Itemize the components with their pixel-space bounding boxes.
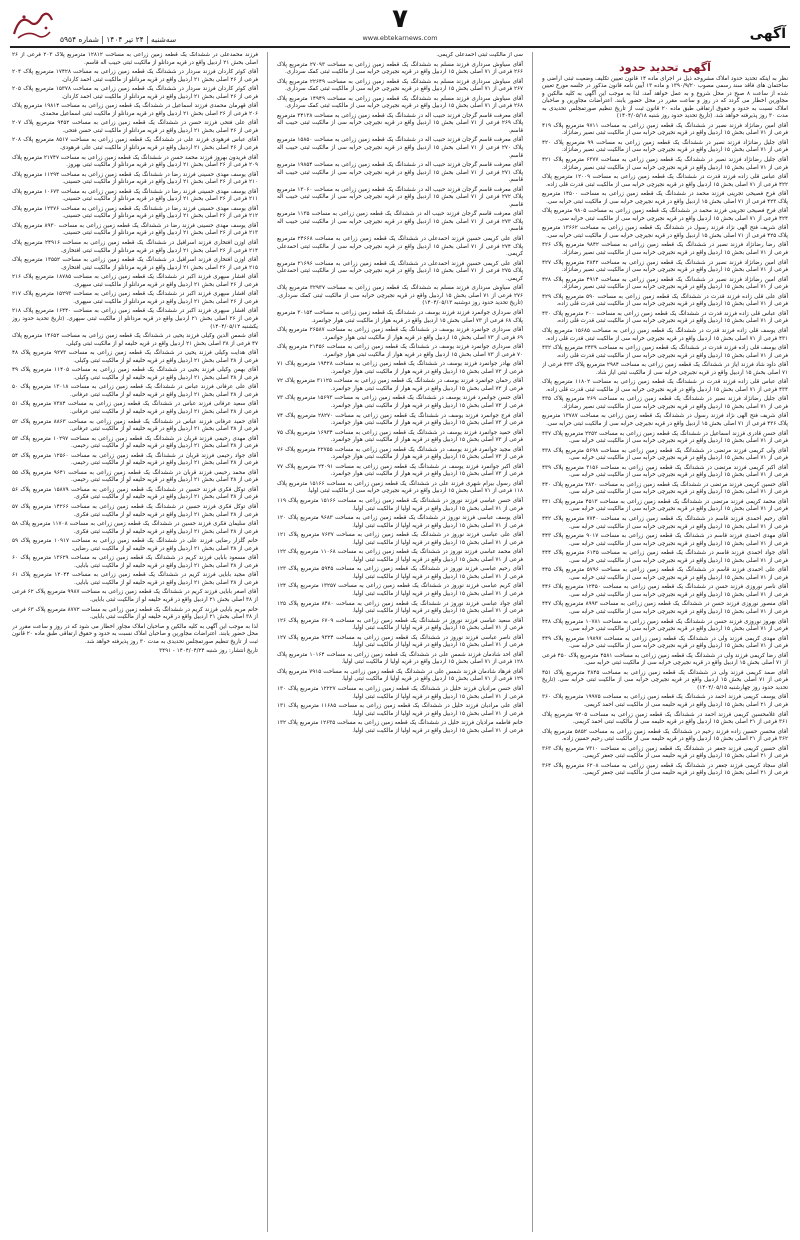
notice-entry: آقای بهمن وکیلی فرزند یحیی در ششدانگ یک قطعه زمین زراعی به مساحت ۱۱۴۰۵ مترمربع پلاک ۴۹ فرعی از ۳۸ اصلی بخش ۲۱ اردبیل واقع در قریه خلیفه لو از مالکیت ثبتی وکیلی. (12, 367, 258, 381)
notice-entry: آقای رحیم احمدی فرزند قاسم در ششدانگ یک قطعه زمین زراعی به مساحت ۷۷۴۰ مترمربع پلاک ۴۴۲ فرعی از ۷۱ اصلی بخش ۱۵ اردبیل واقع در قریه نجیرچی خرابه سی از مالکیت ثبتی خرابه سی. (542, 515, 788, 530)
notice-entry: آقای افشار سپهری فرزند اکبر در ششدانگ یک قطعه زمین زراعی به مساحت ۱۵۲۹۳ مترمربع پلاک ۲۱۷ فرعی از ۲۶ اصلی بخش ۲۱ اردبیل واقع در قریه مردانلو از مالکیت ثبتی سپهری. (12, 291, 258, 305)
notice-entry: آقای یوسف قلی زاده فرزند قدرت در ششدانگ یک قطعه زمین زراعی به مساحت ۲۴۳۹ مترمربع پلاک ۴۳۲ فرعی از ۷۱ اصلی بخش ۱۵ اردبیل واقع در قریه نجیرچی خرابه سی از مالکیت ثبتی قدرت قلی زاده. (542, 345, 788, 359)
notice-entry: آقای امین رضانژاد فرزند نصیر در ششدانگ یک قطعه زمین زراعی به مساحت ۲۸۴۲ مترمربع پلاک ۴۲۷ فرعی از ۷۱ اصلی بخش ۱۵ اردبیل واقع در قریه نجیرچی خرابه سی از مالکیت ثبتی نصیر رضانژاد. (542, 259, 788, 274)
notice-entry: آقای مجید جوانمرد فرزند یوسف در ششدانگ یک قطعه زمین زراعی به مساحت ۲۲۷۵۵ مترمربع پلاک ۷۶ فرعی از ۷۳ اصلی بخش ۱۵ اردبیل واقع در قریه هوار از مالکیت ثبتی هوار جوانمرد. (277, 446, 523, 461)
notice-entry: آقای داود شاد فرزند ایاز در ششدانگ یک قطعه زمین زراعی به مساحت ۲۹۸۴ مترمربع پلاک ۴۳۳ فرعی از ۷۱ اصلی بخش ۱۵ اردبیل واقع در قریه نجیرچی خرابه سی از مالکیت ثبتی ایاز شاد. (542, 362, 788, 376)
notice-entry: آقای کوثر کاردان فرزند سردار در ششدانگ یک قطعه زمین زراعی به مساحت ۱۷۴۲۸ مترمربع پلاک ۲۰۴ فرعی از ۲۶ اصلی بخش ۲۱ اردبیل واقع در قریه مردانلو از مالکیت ثبتی احمد کاردان. (12, 69, 258, 83)
notice-entry: آقای یوسف کریمی فرزند احمد در ششدانگ یک قطعه زمین زراعی به مساحت ۱۹۹۷۵ مترمربع پلاک ۳۶۰ فرعی از ۲۱ اصلی بخش ۱۵ اردبیل واقع در قریه حلیمه سی از مالکیت ثبتی احمد کریمی. (542, 694, 788, 709)
notice-entry: آقای معرفت قاسم گرجان فرزند حبیب اله در ششدانگ یک قطعه زمین زراعی به مساحت ۱۱۳۵ مترمربع پلاک ۲۷۳ فرعی از ۷۱ اصلی بخش ۱۵ اردبیل واقع در قریه نجیرچی خرابه سی از مالکیت ثبتی حبیب اله قاسم. (277, 211, 523, 233)
notice-entry: آقای کوثر کاردان فرزند سردار در ششدانگ یک قطعه زمین زراعی به مساحت ۱۵۳۷۸ مترمربع پلاک ۲۰۵ فرعی از ۲۶ اصلی بخش ۲۱ اردبیل واقع در قریه مردانلو از مالکیت ثبتی احمد کاردان. (12, 86, 258, 100)
notice-entry: آقای شریف فتح الهی نژاد فرزند رسول در ششدانگ یک قطعه زمین زراعی به مساحت ۱۳۶۶۲ مترمربع پلاک ۴۲۵ فرعی از ۷۱ اصلی بخش ۱۵ اردبیل واقع در قریه نجیرچی خرابه سی از مالکیت ثبتی خرابه سی. (542, 225, 788, 239)
notice-entry: آقای رحیم عباسی فرزند نوروز در ششدانگ یک قطعه زمین زراعی به مساحت ۵۹۴۵ مترمربع پلاک ۱۲۳ فرعی از ۷۱ اصلی بخش ۱۵ اردبیل واقع در قریه اولیا از مالکیت ثبتی اولیا. (277, 566, 523, 580)
column-middle (277, 52, 523, 1232)
notice-entry: آقای رضا رضانژاد فرزند نصیر در ششدانگ یک قطعه زمین زراعی به مساحت ۹۸۴۲ مترمربع پلاک ۴۲۶ فرعی از ۷۱ اصلی بخش ۱۵ اردبیل واقع در قریه نجیرچی خرابه سی از مالکیت ثبتی نصیر رضانژاد. (542, 242, 788, 257)
notice-entry: آقای علی احمدی فرزند قاسم در ششدانگ یک قطعه زمین زراعی به مساحت ۵۷۹۶ مترمربع پلاک ۴۴۵ فرعی از ۷۱ اصلی بخش ۱۵ اردبیل واقع در قریه نجیرچی خرابه سی از مالکیت ثبتی خرابه سی. (542, 567, 788, 581)
notice-entry: آقای اکبر جوانمرد فرزند یوسف در ششدانگ یک قطعه زمین زراعی به مساحت ۲۴۰۹۱ مترمربع پلاک ۷۷ فرعی از ۷۳ اصلی بخش ۱۵ اردبیل واقع در قریه هوار از مالکیت ثبتی هوار جوانمرد. (277, 463, 523, 478)
notice-entry: آقای جلیل رضانژاد فرزند نصیر در ششدانگ یک قطعه زمین زراعی به مساحت ۲۶۹ مترمربع پلاک ۴۳۵ فرعی از ۷۱ اصلی بخش ۱۵ اردبیل واقع در قریه نجیرچی خرابه سی از مالکیت ثبتی نصیر رضانژاد. (542, 396, 788, 410)
notice-entry: آقای علی عباسی فرزند نوروز در ششدانگ یک قطعه زمین زراعی به مساحت ۷۶۳۷ مترمربع پلاک ۱۲۱ فرعی از ۷۱ اصلی بخش ۱۵ اردبیل واقع در قریه اولیا از مالکیت ثبتی اولیا. (277, 532, 523, 546)
notice-entry: آقای شریف فتح الهی نژاد فرزند رسول در ششدانگ یک قطعه زمین زراعی به مساحت ۱۳۷۸۷ مترمربع پلاک ۴۳۶ فرعی از ۷۱ اصلی بخش ۱۵ اردبیل واقع در قریه نجیرچی خرابه سی از مالکیت ثبتی خرابه سی. (542, 413, 788, 427)
notice-entry: آقای امین رضانژاد فرزند نصیر در ششدانگ یک قطعه زمین زراعی به مساحت ۹۷۱۱ مترمربع پلاک ۴۱۹ فرعی از ۷۱ اصلی بخش ۱۵ اردبیل واقع در قریه نجیرچی خرابه سی از مالکیت ثبتی نصیر رضانژاد. (542, 122, 788, 137)
notice-entry: آقای علی مرادیان فرزند خلیل در ششدانگ یک قطعه زمین زراعی به مساحت ۱۱۶۸۵ مترمربع پلاک ۱۳۱ فرعی از ۷۱ اصلی بخش ۱۵ اردبیل واقع در قریه اولیا از مالکیت ثبتی اولیا. (277, 703, 523, 717)
notice-entry: آقای امین رضانژاد فرزند نصیر در ششدانگ یک قطعه زمین زراعی به مساحت ۴۹۱۴ مترمربع پلاک ۴۲۸ فرعی از ۷۱ اصلی بخش ۱۵ اردبیل واقع در قریه نجیرچی خرابه سی از مالکیت ثبتی نصیر رضانژاد. (542, 276, 788, 291)
notice-entry: آقای سجاد کریمی فرزند جعفر در ششدانگ یک قطعه زمین زراعی به مساحت ۶۲۰۸ مترمربع پلاک ۳۶۴ فرعی از ۲۱ اصلی بخش ۱۵ اردبیل واقع در قریه حلیمه سی از مالکیت ثبتی جعفر کریمی. (542, 762, 788, 777)
header-divider (10, 46, 790, 48)
notice-entry: آقای سیاوش سرداری فرزند مسلم به ششدانگ یک قطعه زمین زراعی به مساحت ۲۷۰۹۳ مترمربع پلاک ۲۶۶ فرعی از ۷۱ اصلی بخش ۱۵ اردبیل واقع در قریه نجیرچی خرابه سی از مالکیت ثبتی کمک سرداری. (277, 61, 523, 76)
notice-entry: آقای اکبر کریمی فرزند مرتضی در ششدانگ یک قطعه زمین زراعی به مساحت ۳۱۵۶ مترمربع پلاک ۴۳۹ فرعی از ۷۱ اصلی بخش ۱۵ اردبیل واقع در قریه نجیرچی خرابه سی از مالکیت ثبتی خرابه سی. (542, 464, 788, 479)
notice-entry: آقای غلامحسین کریمی فرزند احمد در ششدانگ یک قطعه زمین زراعی به مساحت ۹۲۰۵ مترمربع پلاک ۳۶۱ فرعی از ۲۱ اصلی بخش ۱۵ اردبیل واقع در قریه حلیمه سی از مالکیت ثبتی احمد کریمی. (542, 711, 788, 726)
notice-entry: آقای افشار سپهری فرزند اکبر در ششدانگ یک قطعه زمین زراعی به مساحت ۱۶۴۴۰ مترمربع پلاک ۲۱۸ فرعی از ۲۶ اصلی بخش ۲۱ اردبیل واقع در قریه مردانلو از مالکیت ثبتی سپهری. (تاریخ تحدید حدود روز یکشنبه ۱۴۰۴/۰۵/۱۲) (12, 308, 258, 330)
notice-entry: آقای حمید جوانمرد فرزند یوسف در ششدانگ یک قطعه زمین زراعی به مساحت ۱۶۹۳۴ مترمربع پلاک ۷۵ فرعی از ۷۳ اصلی بخش ۱۵ اردبیل واقع در قریه هوار از مالکیت ثبتی هوار جوانمرد. (277, 429, 523, 444)
notice-entry: آقای مهدی رحیمی فرزند قربان در ششدانگ یک قطعه زمین زراعی به مساحت ۱۰۲۹۷ مترمربع پلاک ۵۳ فرعی از ۳۸ اصلی بخش ۲۱ اردبیل واقع در قریه خلیفه لو از مالکیت ثبتی رحیمی. (12, 435, 258, 450)
notice-entry: تاریخ انتشار: روز شنبه ۱۴۰۴/۰۴/۲۴ - ۳۴۹۱ (159, 648, 258, 655)
notice-entry: آقای افشار سپهری فرزند اکبر در ششدانگ یک قطعه زمین زراعی به مساحت ۱۸۷۸۵ مترمربع پلاک ۲۱۶ فرعی از ۲۶ اصلی بخش ۲۱ اردبیل واقع در قریه مردانلو از مالکیت ثبتی سپهری. (12, 274, 258, 288)
notice-entry: آقای علی کریمی حسین فرزند احمدعلی در ششدانگ یک قطعه زمین زراعی به مساحت ۲۱۶۹۶ مترمربع پلاک ۲۷۵ فرعی از ۷۱ اصلی بخش ۱۵ اردبیل واقع در قریه نجیرچی خرابه سی از مالکیت ثبتی احمدعلی کریمی. (277, 260, 523, 282)
notice-entry: آقای علی عرفانی فرزند عباس در ششدانگ یک قطعه زمین زراعی به مساحت ۱۳۰۱۸ مترمربع پلاک ۵۰ فرعی از ۳۸ اصلی بخش ۲۱ اردبیل واقع در قریه خلیفه لو از مالکیت ثبتی عرفانی. (12, 384, 258, 398)
notice-entry: آقای معرفت قاسم گرجان فرزند حبیب اله در ششدانگ یک قطعه زمین زراعی به مساحت ۱۳۰۶۰ مترمربع پلاک ۲۷۲ فرعی از ۷۱ اصلی بخش ۱۵ اردبیل واقع در قریه نجیرچی خرابه سی از مالکیت ثبتی حبیب اله قاسم. (277, 186, 523, 208)
notice-entry: آقای مجید بابایی فرزند کریم در ششدانگ یک قطعه زمین زراعی به مساحت ۱۲۰۴۴ مترمربع پلاک ۶۱ فرعی از ۳۸ اصلی بخش ۲۱ اردبیل واقع در قریه خلیفه لو از مالکیت ثبتی بابایی. (12, 572, 258, 586)
notice-entry: آقای محسن حسین زاده فرزند رحیم در ششدانگ یک قطعه زمین زراعی به مساحت ۵۸۵۲ مترمربع پلاک ۳۶۲ فرعی از ۲۱ اصلی بخش ۱۵ اردبیل واقع در قریه حلیمه سی از مالکیت ثبتی رحیم حسین زاده. (542, 728, 788, 743)
page-header (0, 0, 800, 56)
notice-entry: آقای محمد کریمی فرزند مرتضی در ششدانگ یک قطعه زمین زراعی به مساحت ۴۵۱۳ مترمربع پلاک ۴۴۱ فرعی از ۷۱ اصلی بخش ۱۵ اردبیل واقع در قریه نجیرچی خرابه سی از مالکیت ثبتی خرابه سی. (542, 498, 788, 513)
notice-entry: فرزند محمدعلی در ششدانگ یک قطعه زمین زراعی به مساحت ۱۲۸۱۲ مترمربع پلاک ۲۰۳ فرعی از ۲۶ اصلی بخش ۲۱ اردبیل واقع در قریه مردانلو از مالکیت ثبتی حبیب اله قاسم. (12, 52, 258, 66)
site-url[interactable]: www.ebtekarnews.com (362, 34, 438, 42)
column-right (542, 52, 788, 1232)
notice-entry: آقای فرخ فصیحی تجرینی فرزند محمد در ششدانگ یک قطعه زمین زراعی به مساحت ۱۴۵۰۰ مترمربع پلاک ۴۲۳ فرعی از ۷۱ اصلی بخش ۱۵ اردبیل واقع در قریه نجیرچی خرابه سی از مالکیت ثبتی خرابه سی. (542, 191, 788, 205)
notice-entry: آقای مهدی احمدی فرزند قاسم در ششدانگ یک قطعه زمین زراعی به مساحت ۹۰۱۷ مترمربع پلاک ۴۴۳ فرعی از ۷۱ اصلی بخش ۱۵ اردبیل واقع در قریه نجیرچی خرابه سی از مالکیت ثبتی خرابه سی. (542, 533, 788, 547)
notice-entry: آقای سلیمان فکری فرزند حسین در ششدانگ یک قطعه زمین زراعی به مساحت ۱۱۷۰۸ مترمربع پلاک ۵۸ فرعی از ۳۸ اصلی بخش ۲۱ اردبیل واقع در قریه خلیفه لو از مالکیت ثبتی فکری. (12, 521, 258, 535)
notice-entry: آقای بهادر جوانمرد فرزند یوسف در ششدانگ یک قطعه زمین زراعی به مساحت ۱۹۴۲۸ مترمربع پلاک ۷۱ فرعی از ۷۳ اصلی بخش ۱۵ اردبیل واقع در قریه هوار از مالکیت ثبتی هوار جوانمرد. (277, 361, 523, 375)
notice-entry: آقای مسعود بابایی فرزند کریم در ششدانگ یک قطعه زمین زراعی به مساحت ۱۳۶۲۹ مترمربع پلاک ۶۰ فرعی از ۳۸ اصلی بخش ۲۱ اردبیل واقع در قریه خلیفه لو از مالکیت ثبتی بابایی. (12, 555, 258, 569)
notice-entry: آقای اوزن افتخاری فرزند اسرافیل در ششدانگ یک قطعه زمین زراعی به مساحت ۲۴۹۱۶ مترمربع پلاک ۲۱۴ فرعی از ۲۶ اصلی بخش ۲۱ اردبیل واقع در قریه مردانلو از مالکیت ثبتی افتخاری. (12, 240, 258, 254)
notice-entry: آقای منصور نوروزی فرزند حسن در ششدانگ یک قطعه زمین زراعی به مساحت ۸۹۹۳ مترمربع پلاک ۴۴۷ فرعی از ۷۱ اصلی بخش ۱۵ اردبیل واقع در قریه نجیرچی خرابه سی از مالکیت ثبتی خرابه سی. (542, 601, 788, 615)
notice-entry: آقای معرفت قاسم گرجان فرزند حبیب اله در ششدانگ یک قطعه زمین زراعی به مساحت ۱۹۸۵۴ مترمربع پلاک ۲۷۱ فرعی از ۷۱ اصلی بخش ۱۵ اردبیل واقع در قریه نجیرچی خرابه سی از مالکیت ثبتی حبیب اله قاسم. (277, 162, 523, 184)
notice-entry: آقای عباس قلی زاده فرزند قدرت در ششدانگ یک قطعه زمین زراعی به مساحت ۱۲۰۰۹ مترمربع پلاک ۴۲۲ فرعی از ۷۱ اصلی بخش ۱۵ اردبیل واقع در قریه نجیرچی خرابه سی از مالکیت ثبتی قدرت قلی زاده. (542, 174, 788, 188)
newspaper-logo-icon (10, 8, 56, 42)
notice-entry: آقای عباس قلی زاده فرزند قدرت در ششدانگ یک قطعه زمین زراعی به مساحت ۱۱۸۰۲ مترمربع پلاک ۴۳۴ فرعی از ۷۱ اصلی بخش ۱۵ اردبیل واقع در قریه نجیرچی خرابه سی از مالکیت ثبتی قدرت قلی زاده. (542, 379, 788, 393)
notice-entry: آقای یوسف مهدی حسینی فرزند رضا در ششدانگ یک قطعه زمین زراعی به مساحت ۱۱۲۹۴ مترمربع پلاک ۲۱۰ فرعی از ۲۶ اصلی بخش ۲۱ اردبیل واقع در قریه مردانلو از مالکیت ثبتی حسینی. (12, 171, 258, 186)
notice-intro: نظر به اینکه تحدید حدود املاک مشروحه ذیل در اجرای ماده ۱۴ قانون تعیین تکلیف وضعیت ثبتی اراضی و ساختمان های فاقد سند رسمی مصوب ۱۳۹۰/۹/۲۰ و ماده ۱۳ آیین نامه قانون مذکور در جلسه مورخ تعیین شده از ساعت ۸ صبح در محل شروع و به عمل خواهد آمد، لذا به موجب این آگهی به کلیه مالکین و مجاورین اخطار می گردد که در روز و ساعت مقرر در محل حضور یابند. اعتراضات مجاورین و صاحبان املاک نسبت به حدود و حقوق ارتفاقی طبق ماده ۲۰ قانون ثبت از تاریخ تنظیم صورتمجلس تحدیدی به مدت ۳۰ روز پذیرفته خواهد شد. (تاریخ تحدید حدود روز شنبه ۱۴۰۴/۰۵/۱۸) (542, 75, 788, 120)
notice-entry: سی از مالکیت ثبتی احمدعلی کریمی. (436, 52, 523, 58)
notice-entry: آقای یوسف مهدی حسینی فرزند رضا در ششدانگ یک قطعه زمین زراعی به مساحت ۱۲۳۷۶ مترمربع پلاک ۲۱۲ فرعی از ۲۶ اصلی بخش ۲۱ اردبیل واقع در قریه مردانلو از مالکیت ثبتی حسینی. (12, 205, 258, 220)
notice-entry: آقای اوزن افتخاری فرزند اسرافیل در ششدانگ یک قطعه زمین زراعی به مساحت ۱۳۵۵۲ مترمربع پلاک ۲۱۵ فرعی از ۲۶ اصلی بخش ۲۱ اردبیل واقع در قریه مردانلو از مالکیت ثبتی افتخاری. (12, 257, 258, 271)
notice-entry: خانم گلزار رضایی فرزند علی در ششدانگ یک قطعه زمین زراعی به مساحت ۱۰۹۱۷ مترمربع پلاک ۵۹ فرعی از ۳۸ اصلی بخش ۲۱ اردبیل واقع در قریه خلیفه لو از مالکیت ثبتی رضایی. (12, 538, 258, 552)
notice-entry: آقای فرخ فصیحی تجرینی فرزند محمد در ششدانگ یک قطعه زمین زراعی به مساحت ۹۸۰۵ مترمربع پلاک ۴۲۴ فرعی از ۷۱ اصلی بخش ۱۵ اردبیل واقع در قریه نجیرچی خرابه سی از مالکیت ثبتی خرابه سی. (542, 208, 788, 222)
notice-entry: آقای علی قلی زاده فرزند قدرت در ششدانگ یک قطعه زمین زراعی به مساحت ۵۹۰ مترمربع پلاک ۴۲۹ فرعی از ۷۱ اصلی بخش ۱۵ اردبیل واقع در قریه نجیرچی خرابه سی از مالکیت ثبتی قدرت قلی زاده. (542, 293, 788, 308)
notice-entry: خانم فاطمه مرادیان فرزند خلیل در ششدانگ یک قطعه زمین زراعی به مساحت ۱۲۶۳۵ مترمربع پلاک ۱۳۲ فرعی از ۷۱ اصلی بخش ۱۵ اردبیل واقع در قریه اولیا از مالکیت ثبتی اولیا. (277, 720, 523, 734)
notice-entry: آقای ناصر عباسی فرزند نوروز در ششدانگ یک قطعه زمین زراعی به مساحت ۹۳۲۴ مترمربع پلاک ۱۲۷ فرعی از ۷۱ اصلی بخش ۱۵ اردبیل واقع در قریه اولیا از مالکیت ثبتی اولیا. (277, 634, 523, 649)
notice-entry: آقای هدایت وکیلی فرزند یحیی در ششدانگ یک قطعه زمین زراعی به مساحت ۹۲۷۳ مترمربع پلاک ۴۸ فرعی از ۳۸ اصلی بخش ۲۱ اردبیل واقع در قریه خلیفه لو از مالکیت ثبتی وکیلی. (12, 350, 258, 364)
notice-entry: آقای یوسف عباسی فرزند نوروز در ششدانگ یک قطعه زمین زراعی به مساحت ۹۶۸۳ مترمربع پلاک ۱۲۰ فرعی از ۷۱ اصلی بخش ۱۵ اردبیل واقع در قریه اولیا از مالکیت ثبتی اولیا. (277, 515, 523, 529)
notice-entry: آقای محمد عباسی فرزند نوروز در ششدانگ یک قطعه زمین زراعی به مساحت ۱۱۰۶۸ مترمربع پلاک ۱۲۲ فرعی از ۷۱ اصلی بخش ۱۵ اردبیل واقع در قریه اولیا از مالکیت ثبتی اولیا. (277, 549, 523, 563)
notice-entry: آقای توکل فکری فرزند حسین در ششدانگ یک قطعه زمین زراعی به مساحت ۱۴۲۶۶ مترمربع پلاک ۵۷ فرعی از ۳۸ اصلی بخش ۲۱ اردبیل واقع در قریه خلیفه لو از مالکیت ثبتی فکری. (12, 503, 258, 518)
notice-entry: آقای سعید عرفانی فرزند عباس در ششدانگ یک قطعه زمین زراعی به مساحت ۷۳۸۴ مترمربع پلاک ۵۱ فرعی از ۳۸ اصلی بخش ۲۱ اردبیل واقع در قریه خلیفه لو از مالکیت ثبتی عرفانی. (12, 401, 258, 415)
notice-entry: آقای سرداری جوانمرد فرزند یوسف در ششدانگ یک قطعه زمین زراعی به مساحت ۲۱۴۵۶ مترمربع پلاک ۷۰ فرعی از ۷۳ اصلی بخش ۱۵ اردبیل واقع در قریه هوار از مالکیت ثبتی هوار جوانمرد. (277, 344, 523, 358)
notice-entry: آقای حمید عرفانی فرزند عباس در ششدانگ یک قطعه زمین زراعی به مساحت ۸۸۶۳ مترمربع پلاک ۵۲ فرعی از ۳۸ اصلی بخش ۲۱ اردبیل واقع در قریه خلیفه لو از مالکیت ثبتی عرفانی. (12, 418, 258, 433)
notice-entry: آقای عباس فرهودی فرزند علی در ششدانگ یک قطعه زمین زراعی به مساحت ۸۵۱۷ مترمربع پلاک ۲۰۸ فرعی از ۲۶ اصلی بخش ۲۱ اردبیل واقع در قریه مردانلو از مالکیت ثبتی علی فرهودی. (12, 137, 258, 152)
notice-entry: آقای حسین کریمی فرزند جعفر در ششدانگ یک قطعه زمین زراعی به مساحت ۷۳۱۰ مترمربع پلاک ۳۶۳ فرعی از ۲۱ اصلی بخش ۱۵ اردبیل واقع در قریه حلیمه سی از مالکیت ثبتی جعفر کریمی. (542, 745, 788, 760)
notice-entry: آقای مهدی کریمی فرزند ولی در ششدانگ یک قطعه زمین زراعی به مساحت ۱۹۸۹۷ مترمربع پلاک ۴۴۹ فرعی از ۷۱ اصلی بخش ۱۵ اردبیل واقع در قریه نجیرچی خرابه سی از مالکیت ثبتی خرابه سی. (542, 635, 788, 650)
notice-entry: آقای عباس قلی زاده فرزند قدرت در ششدانگ یک قطعه زمین زراعی به مساحت ۲۰۰ مترمربع پلاک ۴۳۰ فرعی از ۷۱ اصلی بخش ۱۵ اردبیل واقع در قریه نجیرچی خرابه سی از مالکیت ثبتی قدرت قلی زاده. (542, 310, 788, 325)
notice-entry: آقای فرهاد شادمان فرزند شمس علی در ششدانگ یک قطعه زمین زراعی به مساحت ۷۹۱۵ مترمربع پلاک ۱۲۹ فرعی از ۷۱ اصلی بخش ۱۵ اردبیل واقع در قریه اولیا از مالکیت ثبتی اولیا. (277, 668, 523, 683)
notice-entry: آقای شمس الدین وکیلی فرزند یحیی در ششدانگ یک قطعه زمین زراعی به مساحت ۱۴۶۵۲ مترمربع پلاک ۴۷ فرعی از ۳۸ اصلی بخش ۲۱ اردبیل واقع در قریه خلیفه لو از مالکیت ثبتی وکیلی. (12, 333, 258, 347)
notice-entry: آقای علی کریمی حسین فرزند احمدعلی در ششدانگ یک قطعه زمین زراعی به مساحت ۲۴۶۶۸ مترمربع پلاک ۲۷۴ فرعی از ۷۱ اصلی بخش ۱۵ اردبیل واقع در قریه نجیرچی خرابه سی از مالکیت ثبتی احمدعلی کریمی. (277, 236, 523, 258)
notice-title: آگهی تحدید حدود (619, 61, 711, 74)
notice-entry: آقای سرداری جوانمرد فرزند فرزند یوسف در ششدانگ یک قطعه زمین زراعی به مساحت ۳۰۱۵۴ مترمربع پلاک ۶۸ فرعی از ۷۳ اصلی بخش ۱۵ اردبیل واقع در قریه هوار از مالکیت ثبتی هوار جوانمرد. (277, 309, 523, 324)
notice-entry: آقای سیاوش سرداری فرزند مسلم به ششدانگ یک قطعه زمین زراعی به مساحت ۳۲۹۳۷ مترمربع پلاک ۲۷۶ فرعی از ۷۱ اصلی بخش ۱۵ اردبیل واقع در قریه نجیرچی خرابه سی از مالکیت ثبتی کمک سرداری. (تاریخ تحدید حدود روز دوشنبه ۱۴۰۴/۰۵/۱۳) (277, 285, 523, 307)
notice-entry: آقای سرداری جوانمرد فرزند یوسف در ششدانگ یک قطعه زمین زراعی به مساحت ۲۶۵۸۷ مترمربع پلاک ۶۹ فرعی از ۷۳ اصلی بخش ۱۵ اردبیل واقع در قریه هوار از مالکیت ثبتی هوار جوانمرد. (277, 327, 523, 341)
notice-entry: آقای معرفت قاسم گرجان فرزند حبیب اله در ششدانگ یک قطعه زمین زراعی به مساحت ۳۴۱۳۸ مترمربع پلاک ۲۶۹ فرعی از ۷۱ اصلی بخش ۱۵ اردبیل واقع در قریه نجیرچی خرابه سی از مالکیت ثبتی حبیب اله قاسم. (277, 112, 523, 134)
notice-entry: آقای حسن عباسی فرزند نوروز در ششدانگ یک قطعه زمین زراعی به مساحت ۱۵۱۶۶ مترمربع پلاک ۱۱۹ فرعی از ۷۱ اصلی بخش ۱۵ اردبیل واقع در قریه اولیا از مالکیت ثبتی اولیا. (277, 497, 523, 512)
notice-entry: آقای بهروز نوروزی فرزند حسن در ششدانگ یک قطعه زمین زراعی به مساحت ۱۰۷۸۱ مترمربع پلاک ۴۴۸ فرعی از ۷۱ اصلی بخش ۱۵ اردبیل واقع در قریه نجیرچی خرابه سی از مالکیت ثبتی خرابه سی. (542, 618, 788, 633)
notice-entry: آقای سعید عباسی فرزند نوروز در ششدانگ یک قطعه زمین زراعی به مساحت ۶۷۰۹ مترمربع پلاک ۱۲۶ فرعی از ۷۱ اصلی بخش ۱۵ اردبیل واقع در قریه اولیا از مالکیت ثبتی اولیا. (277, 617, 523, 632)
notice-entry: آقای جلیل رضانژاد فرزند نصیر در ششدانگ یک قطعه زمین زراعی به مساحت ۹۹ مترمربع پلاک ۴۲۰ فرعی از ۷۱ اصلی بخش ۱۵ اردبیل واقع در قریه نجیرچی خرابه سی از مالکیت ثبتی نصیر رضانژاد. (542, 139, 788, 154)
notice-entry: آقای رحمان جوانمرد فرزند یوسف در ششدانگ یک قطعه زمین زراعی به مساحت ۳۱۱۲۵ مترمربع پلاک ۷۲ فرعی از ۷۳ اصلی بخش ۱۵ اردبیل واقع در قریه هوار از مالکیت ثبتی هوار جوانمرد. (277, 378, 523, 392)
notice-entry: آقای فرج جوانمرد فرزند یوسف در ششدانگ یک قطعه زمین زراعی به مساحت ۲۸۲۷۰ مترمربع پلاک ۷۴ فرعی از ۷۳ اصلی بخش ۱۵ اردبیل واقع در قریه هوار از مالکیت ثبتی هوار جوانمرد. (277, 412, 523, 427)
notice-entry: آقای کریم عباسی فرزند نوروز در ششدانگ یک قطعه زمین زراعی به مساحت ۱۳۲۵۷ مترمربع پلاک ۱۲۴ فرعی از ۷۱ اصلی بخش ۱۵ اردبیل واقع در قریه اولیا از مالکیت ثبتی اولیا. (277, 583, 523, 597)
page-number: ۷ (392, 4, 408, 34)
notice-entry: آقای جواد رحیمی فرزند قربان در ششدانگ یک قطعه زمین زراعی به مساحت ۱۲۵۶۰ مترمربع پلاک ۵۴ فرعی از ۳۸ اصلی بخش ۲۱ اردبیل واقع در قریه خلیفه لو از مالکیت ثبتی رحیمی. (12, 452, 258, 467)
notice-entry: آقای حسن جوانمرد فرزند یوسف در ششدانگ یک قطعه زمین زراعی به مساحت ۱۵۶۹۳ مترمربع پلاک ۷۳ فرعی از ۷۳ اصلی بخش ۱۵ اردبیل واقع در قریه هوار از مالکیت ثبتی هوار جوانمرد. (277, 395, 523, 409)
notice-entry: آقای یوسف مهدی حسینی فرزند رضا در ششدانگ یک قطعه زمین زراعی به مساحت ۱۰۶۷۳ مترمربع پلاک ۲۱۱ فرعی از ۲۶ اصلی بخش ۲۱ اردبیل واقع در قریه مردانلو از مالکیت ثبتی حسینی. (12, 188, 258, 203)
notice-entry: آقای ناصر نوروزی فرزند حسن در ششدانگ یک قطعه زمین زراعی به مساحت ۱۲۴۵۰ مترمربع پلاک ۴۴۶ فرعی از ۷۱ اصلی بخش ۱۵ اردبیل واقع در قریه نجیرچی خرابه سی از مالکیت ثبتی خرابه سی. (542, 584, 788, 598)
notice-entry: آقای یوسف قلی زاده فرزند قدرت در ششدانگ یک قطعه زمین زراعی به مساحت ۱۵۶۸۵ مترمربع پلاک ۴۳۱ فرعی از ۷۱ اصلی بخش ۱۵ اردبیل واقع در قریه نجیرچی خرابه سی از مالکیت ثبتی قدرت قلی زاده. (542, 327, 788, 342)
notice-entry: آقای توکل فکری فرزند حسین در ششدانگ یک قطعه زمین زراعی به مساحت ۱۵۸۷۹ مترمربع پلاک ۵۶ فرعی از ۳۸ اصلی بخش ۲۱ اردبیل واقع در قریه خلیفه لو از مالکیت ثبتی فکری. (12, 486, 258, 501)
notice-entry: خانم مریم بابایی فرزند کریم در ششدانگ یک قطعه زمین زراعی به مساحت ۸۷۷۲ مترمربع پلاک ۶۳ فرعی از ۳۸ اصلی بخش ۲۱ اردبیل واقع در قریه خلیفه لو از مالکیت ثبتی بابایی. (12, 606, 258, 621)
notice-entry: آقای ولی کریمی فرزند مرتضی در ششدانگ یک قطعه زمین زراعی به مساحت ۵۶۹۸ مترمربع پلاک ۴۳۸ فرعی از ۷۱ اصلی بخش ۱۵ اردبیل واقع در قریه نجیرچی خرابه سی از مالکیت ثبتی خرابه سی. (542, 447, 788, 462)
notice-entry: آقای معرفت قاسم گرجان فرزند حبیب اله در ششدانگ یک قطعه زمین زراعی به مساحت ۱۵۸۵۰ مترمربع پلاک ۲۷۰ فرعی از ۷۱ اصلی بخش ۱۵ اردبیل واقع در قریه نجیرچی خرابه سی از مالکیت ثبتی حبیب اله قاسم. (277, 137, 523, 159)
notice-entry: آقای حسن مرادیان فرزند خلیل در ششدانگ یک قطعه زمین زراعی به مساحت ۱۲۲۲۷ مترمربع پلاک ۱۳۰ فرعی از ۷۱ اصلی بخش ۱۵ اردبیل واقع در قریه اولیا از مالکیت ثبتی اولیا. (277, 686, 523, 700)
notice-entry: آقای صمد کریمی فرزند ولی در ششدانگ یک قطعه زمین زراعی به مساحت ۳۸۴۵ مترمربع پلاک ۴۵۱ فرعی از ۷۱ اصلی بخش ۱۵ اردبیل واقع در قریه نجیرچی خرابه سی از مالکیت ثبتی خرابه سی. (تاریخ تحدید حدود روز چهارشنبه ۱۴۰۴/۰۵/۱۵) (542, 669, 788, 691)
notice-entry: آقای قهرمان محمدی فرزند اسماعیل در ششدانگ یک قطعه زمین زراعی به مساحت ۱۹۸۱۴ مترمربع پلاک ۲۰۶ فرعی از ۲۶ اصلی بخش ۲۱ اردبیل واقع در قریه مردانلو از مالکیت ثبتی اسماعیل محمدی. (12, 103, 258, 117)
notice-entry: آقای سیاوش سرداری فرزند مسلم به ششدانگ یک قطعه زمین زراعی به مساحت ۱۴۹۴۹ مترمربع پلاک ۲۶۸ فرعی از ۷۱ اصلی بخش ۱۵ اردبیل واقع در قریه نجیرچی خرابه سی از مالکیت ثبتی کمک سرداری. (277, 95, 523, 110)
notice-entry: آقای حسین کریمی فرزند مرتضی در ششدانگ یک قطعه زمین زراعی به مساحت ۲۸۲۰ مترمربع پلاک ۴۴۰ فرعی از ۷۱ اصلی بخش ۱۵ اردبیل واقع در قریه نجیرچی خرابه سی از مالکیت ثبتی خرابه سی. (542, 481, 788, 496)
notice-entry: آقای جواد عباسی فرزند نوروز در ششدانگ یک قطعه زمین زراعی به مساحت ۸۴۸۰ مترمربع پلاک ۱۲۵ فرعی از ۷۱ اصلی بخش ۱۵ اردبیل واقع در قریه اولیا از مالکیت ثبتی اولیا. (277, 600, 523, 615)
column-divider (267, 52, 268, 1232)
notice-entry: آقای علی فتحی فرزند حسن در ششدانگ یک قطعه زمین زراعی به مساحت ۹۴۵۲ مترمربع پلاک ۲۰۷ فرعی از ۲۶ اصلی بخش ۲۱ اردبیل واقع در قریه مردانلو از مالکیت ثبتی حسن فتحی. (12, 120, 258, 134)
notice-entry: آقای سیاوش سرداری فرزند مسلم به ششدانگ یک قطعه زمین زراعی به مساحت ۲۲۶۴۹ مترمربع پلاک ۲۶۷ فرعی از ۷۱ اصلی بخش ۱۵ اردبیل واقع در قریه نجیرچی خرابه سی از مالکیت ثبتی کمک سرداری. (277, 78, 523, 93)
notice-entry: لذا به موجب این آگهی به کلیه مالکین و صاحبان املاک مجاور اخطار می شود که در روز و ساعت مقرر در محل حضور یابند. اعتراضات مجاورین و صاحبان املاک نسبت به حدود و حقوق ارتفاقی طبق ماده ۲۰ قانون ثبت از تاریخ تنظیم صورتمجلس تحدیدی به مدت ۳۰ روز پذیرفته خواهد شد. (12, 623, 258, 645)
notice-entry: آقای یوسف مهدی حسینی فرزند رضا در ششدانگ یک قطعه زمین زراعی به مساحت ۸۹۳۰ مترمربع پلاک ۲۱۳ فرعی از ۲۶ اصلی بخش ۲۱ اردبیل واقع در قریه مردانلو از مالکیت ثبتی حسینی. (12, 222, 258, 237)
notice-entry: آقای احد شادمان فرزند شمس علی در ششدانگ یک قطعه زمین زراعی به مساحت ۱۰۱۶۴ مترمربع پلاک ۱۲۸ فرعی از ۷۱ اصلی بخش ۱۵ اردبیل واقع در قریه اولیا از مالکیت ثبتی اولیا. (277, 651, 523, 666)
notice-entry: آقای رسول بیرام شهری فرزند علی در ششدانگ یک قطعه زمین زراعی به مساحت ۱۵۱۶۶ مترمربع پلاک ۱۱۸ فرعی از ۷۱ اصلی بخش ۱۵ اردبیل واقع در قریه نجیرچی خرابه سی از مالکیت ثبتی اولیا. (277, 480, 523, 495)
column-left (12, 52, 258, 1232)
text-columns (12, 52, 788, 1232)
section-title: آگهی (749, 26, 786, 42)
notice-entry: آقای حسن قادری فرزند اسماعیل در ششدانگ یک قطعه زمین زراعی به مساحت ۲۲۵۲ مترمربع پلاک ۴۳۷ فرعی از ۷۱ اصلی بخش ۱۵ اردبیل واقع در قریه نجیرچی خرابه سی از مالکیت ثبتی خرابه سی. (542, 430, 788, 445)
notice-entry: آقای اصغر بابایی فرزند کریم در ششدانگ یک قطعه زمین زراعی به مساحت ۹۹۸۷ مترمربع پلاک ۶۲ فرعی از ۳۸ اصلی بخش ۲۱ اردبیل واقع در قریه خلیفه لو از مالکیت ثبتی بابایی. (12, 589, 258, 603)
column-divider (532, 52, 533, 1232)
notice-entry: آقای جواد احمدی فرزند قاسم در ششدانگ یک قطعه زمین زراعی به مساحت ۶۱۴۵ مترمربع پلاک ۴۴۴ فرعی از ۷۱ اصلی بخش ۱۵ اردبیل واقع در قریه نجیرچی خرابه سی از مالکیت ثبتی خرابه سی. (542, 550, 788, 564)
notice-entry: آقای جلیل رضانژاد فرزند نصیر در ششدانگ یک قطعه زمین زراعی به مساحت ۶۳۷۷ مترمربع پلاک ۴۲۱ فرعی از ۷۱ اصلی بخش ۱۵ اردبیل واقع در قریه نجیرچی خرابه سی از مالکیت ثبتی نصیر رضانژاد. (542, 157, 788, 171)
notice-entry: آقای فریدون بهروز فرزند محمد حسن در ششدانگ یک قطعه زمین زراعی به مساحت ۲۱۷۴۷ مترمربع پلاک ۲۰۹ فرعی از ۲۶ اصلی بخش ۲۱ اردبیل واقع در قریه مردانلو از مالکیت ثبتی بهروز. (12, 154, 258, 169)
notice-entry: آقای رضا کریمی فرزند ولی در ششدانگ یک قطعه زمین زراعی به مساحت ۴۵۸۱ مترمربع پلاک ۴۵۰ فرعی از ۷۱ اصلی بخش ۱۵ اردبیل واقع در قریه نجیرچی خرابه سی از مالکیت ثبتی خرابه سی. (542, 652, 788, 667)
notice-entry: آقای محمد رحیمی فرزند قربان در ششدانگ یک قطعه زمین زراعی به مساحت ۹۶۴۱ مترمربع پلاک ۵۵ فرعی از ۳۸ اصلی بخش ۲۱ اردبیل واقع در قریه خلیفه لو از مالکیت ثبتی رحیمی. (12, 469, 258, 484)
issue-date-line: سه‌شنبه | ۲۴ تیر ۱۴۰۴ | شماره ۵۹۵۴ (60, 35, 177, 44)
